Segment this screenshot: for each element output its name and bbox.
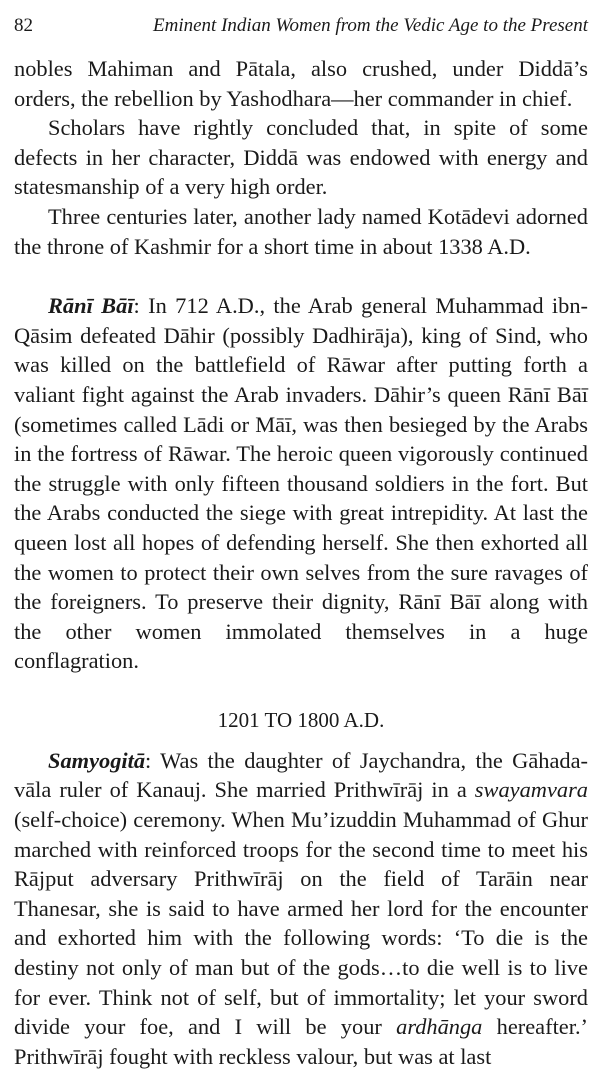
entry-text-samyogita-b: (self-choice) ceremony. When Mu’izuddin Muhammad of Ghur marched with reinforced troops for the second time to meet his Rājput adversary Prithwīrāj on the field of Tarāin near Thanesar, she is said to have armed her lord for the encounter and exhorted him with the following words: ‘To die is the destiny not only of man but of the gods…to die well is to live for ever. Think not of self, but of immortality; let your sword divide your foe, and I will be your [14,807,588,1040]
paragraph-kotadevi: Three centuries later, another lady named Kotādevi adorned the throne of Kashmir for a short time in about 1338 A.D. [14,203,588,259]
term-swayamvara: swayamvara [474,777,588,803]
term-ardhanga: ardhānga [396,1014,483,1040]
paragraph-samyogita [14,746,588,1071]
paragraph-spacer [14,261,588,291]
entry-name-rani-bai: Rānī Bāī [48,293,134,319]
entry-name-samyogita: Samyogitā [48,747,146,773]
section-heading: 1201 TO 1800 A.D. [217,707,385,732]
paragraph-didda-assessment: Scholars have rightly concluded that, in spite of some defects in her character, Diddā was endowed with energy and statesmanship of a very high order. [14,115,588,200]
running-title: Eminent Indian Women from the Vedic Age to the Present [153,15,588,36]
paragraph-didda-nobles: nobles Mahiman and Pātala, also crushed, under Diddā’s orders, the rebellion by Yashodhara—her commander in chief. [14,56,588,111]
section-spacer [14,676,588,706]
entry-text-samyogita-a: : Was the daughter of Jaychandra, the Gāhada-vāla ruler of Kanauj. She married Prithwīrāj in a [14,747,588,803]
page-header [14,14,588,38]
entry-text-rani-bai: : In 712 A.D., the Arab general Muhammad ibn-Qāsim defeated Dāhir (possibly Dadhirāja), king of Sind, who was killed on the battlefield of Rāwar after putting forth a valiant fight against the Arab invaders. Dāhir’s queen Rānī Bāī (sometimes called Lādi or Māī, was then besieged by the Arabs in the fortress of Rāwar. The heroic queen vigorously continued the struggle with only fifteen thousand soldiers in the fort. But the Arabs conducted the siege with great intrepidity. At last the queen lost all hopes of defending herself. She then exhorted all the women to protect their own selves from the sure ravages of the foreigners. To preserve their dignity, Rānī Bāī along with the other women immolated themselves in a huge conflagration. [14,293,588,674]
entry-text-samyogita-c: hereafter.’ Prithwīrāj fought with reckless valour, but was at last [14,1014,588,1069]
page-number: 82 [14,15,33,36]
paragraph-rani-bai [14,291,588,676]
